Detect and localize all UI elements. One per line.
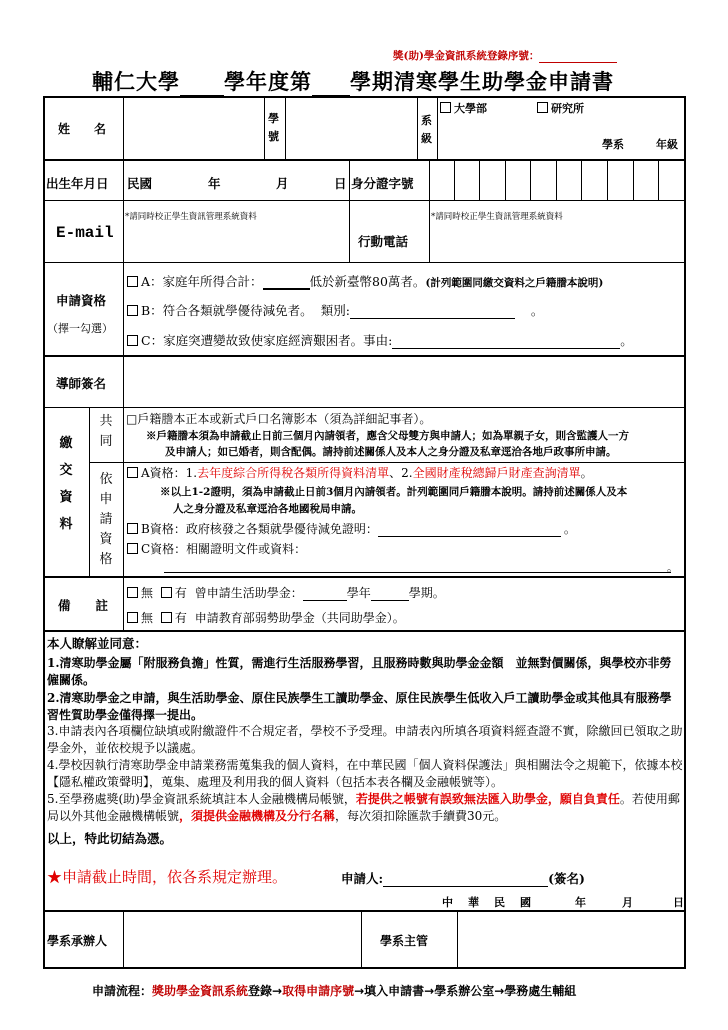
qualification-a-prefix: A資格：1.	[141, 466, 198, 480]
applicant-label: 申請人:	[341, 871, 384, 886]
title-academic-year: 學年度第	[224, 69, 312, 94]
title-form-name: 學期清寒學生助學金申請書	[350, 69, 614, 94]
living-grant-term-field[interactable]	[371, 600, 409, 601]
qualification-a-item[interactable]	[127, 464, 593, 481]
date-roc-label: 中 華 民 國	[442, 896, 533, 909]
qualification-b-item[interactable]	[127, 520, 576, 537]
documents-label	[56, 430, 76, 538]
qualification-b-field[interactable]	[378, 536, 561, 537]
property-tax-list-text: 全國財產稅總歸戶財產查詢清單	[412, 466, 581, 480]
email-field[interactable]	[124, 222, 348, 262]
living-grant-text: 曾申請生活助學金：	[194, 586, 303, 600]
mobile-label: 行動電話	[358, 234, 409, 249]
item5-text-b: 。若使用郵局以外其他金融機構帳號	[47, 792, 680, 823]
item5-red-warning-1: 若提供之帳號有誤致無法匯入助學金，願自負責任	[355, 792, 620, 806]
border-bottom	[43, 967, 686, 969]
grad-checkbox[interactable]	[537, 102, 548, 113]
remarks-2-has-checkbox[interactable]	[161, 612, 172, 623]
date-month-label: 月	[622, 896, 633, 909]
qualification-docs-char: 請	[99, 512, 113, 527]
common-docs-char: 同	[99, 434, 113, 449]
qualification-a-note-2: 人之身分證及私章逕洽各地國稅局申請。	[173, 503, 362, 515]
name-label: 姓 名	[58, 122, 107, 136]
dept-handler-label: 學系承辦人	[47, 934, 108, 948]
row-divider	[43, 407, 686, 408]
qualification-c-item[interactable]	[127, 540, 306, 557]
option-b-category-field[interactable]	[350, 318, 515, 319]
qualification-b-end: 。	[563, 522, 576, 536]
qualification-c-text: C資格：相關證明文件或資料：	[141, 542, 307, 556]
agreement-item-1: 1.清寒助學金屬「附服務負擔」性質，需進行生活服務學習，且服務時數與助學金金額 並無對價關係，與學校亦非勞僱關係。	[47, 656, 672, 687]
qualification-docs-char: 格	[99, 552, 113, 567]
dept-suffix: 學系	[602, 138, 624, 151]
qualification-docs-label	[96, 470, 116, 570]
grad-option[interactable]	[537, 100, 584, 116]
mobile-note: *請同時校正學生資訊管理系統資料	[431, 212, 563, 222]
qualification-b-checkbox[interactable]	[127, 523, 138, 534]
qualification-docs-char: 申	[99, 492, 113, 507]
col-divider	[349, 159, 350, 262]
day-label: 日	[334, 176, 347, 191]
undergrad-label: 大學部	[454, 102, 487, 115]
row-divider	[43, 262, 686, 263]
applicant-signature	[341, 869, 585, 887]
documents-label-char: 交	[59, 463, 73, 478]
row-divider	[43, 200, 686, 201]
email-label: E-mail	[56, 224, 114, 242]
remarks-line-1	[127, 584, 445, 601]
remarks-line-2	[127, 609, 405, 626]
dept-head-field[interactable]	[458, 912, 684, 967]
common-docs-label	[96, 412, 116, 452]
option-c-text: C：家庭突遭變故致使家庭經濟艱困者。事由:	[141, 333, 393, 348]
month-label: 月	[276, 176, 289, 191]
dept-handler-field[interactable]	[124, 912, 360, 967]
option-b-checkbox[interactable]	[127, 305, 138, 316]
mobile-field[interactable]	[430, 222, 684, 262]
serial-number-label	[393, 48, 617, 63]
serial-number-text: 獎(助)學金資訊系統登錄序號：	[393, 50, 540, 62]
remarks-2-none-label: 無	[141, 611, 154, 625]
living-grant-year-label: 學年	[346, 586, 371, 600]
moe-grant-text: 申請教育部弱勢助學金（共同助學金）。	[194, 611, 405, 625]
option-b-end: 。	[530, 303, 544, 318]
dept-head-label: 學系主管	[380, 934, 429, 948]
closing-statement: 以上，特此切結為憑。	[47, 831, 173, 846]
eligibility-label: 申請資格	[56, 293, 107, 308]
grad-label: 研究所	[551, 102, 584, 115]
col-divider	[264, 96, 265, 159]
item5-red-warning-2: ，須提供金融機構及分行名稱	[179, 809, 336, 823]
col-divider	[437, 96, 438, 159]
documents-label-char: 料	[59, 517, 73, 532]
page-title	[92, 66, 614, 96]
option-c-end: 。	[620, 333, 633, 348]
option-c-checkbox[interactable]	[127, 335, 138, 346]
undergrad-option[interactable]	[440, 100, 487, 116]
process-step-serial: 取得申請序號	[282, 984, 355, 998]
id-number-field[interactable]	[430, 161, 684, 200]
title-university: 輔仁大學	[92, 69, 180, 94]
birth-date-field[interactable]	[160, 161, 345, 200]
process-remaining-steps: →填入申請書→學系辦公室→學務處生輔組	[354, 984, 577, 998]
application-process	[92, 982, 576, 999]
item5-text-a: 5.至學務處獎(助)學金資訊系統填註本人金融機構局帳號，	[47, 792, 356, 806]
living-grant-year-field[interactable]	[303, 600, 347, 601]
year-label: 年	[208, 176, 221, 191]
remarks-1-none-label: 無	[141, 586, 154, 600]
household-register-note-2: 及申請人；如已婚者，則含配偶。請持前述關係人及本人之身分證及私章逕洽各地戶政事所申請。	[165, 446, 617, 458]
dept-label-1: 系	[421, 114, 432, 127]
item5-text-c: ，每次須扣除匯款手續費30元。	[335, 809, 507, 823]
common-docs-char: 共	[99, 414, 113, 429]
name-field[interactable]	[124, 97, 264, 159]
household-register-note-1: ※戶籍謄本須為申請截止日前三個月內請領者，應含父母雙方與申請人；如為單親子女，則含監護人一方	[146, 430, 629, 442]
living-grant-term-label: 學期。	[408, 586, 445, 600]
family-income-field[interactable]	[263, 288, 310, 290]
option-a-note: (計列範圍同繳交資料之戶籍謄本說明)	[425, 277, 604, 289]
agreement-item-4: 4.學校因執行清寒助學金申請業務需蒐集我的個人資料，在中華民國「個人資料保護法」與相關法令之規範下，依據本校【隱私權政策聲明】，蒐集、處理及利用我的個人資料（包括本表各欄及金融帳號等）。	[47, 758, 683, 789]
option-b-text: B：符合各類就學優待減免者。	[141, 303, 313, 318]
signature-label: (簽名)	[548, 871, 585, 886]
option-b-category-label: 類別:	[320, 303, 350, 318]
grade-suffix: 年級	[656, 138, 678, 151]
eligibility-option-a[interactable]	[127, 272, 603, 290]
qualification-docs-char: 依	[99, 472, 113, 487]
roc-label: 民國	[127, 176, 153, 191]
qualification-a-end: 。	[580, 466, 593, 480]
option-c-reason-field[interactable]	[392, 348, 620, 349]
birth-date-label: 出生年月日	[46, 176, 109, 191]
process-step-system[interactable]: 獎助學金資訊系統	[152, 984, 249, 998]
qualification-c-checkbox[interactable]	[127, 543, 138, 554]
qualification-docs-char: 資	[99, 532, 113, 547]
col-divider	[89, 407, 90, 576]
serial-number-field[interactable]	[539, 62, 617, 63]
qualification-a-checkbox[interactable]	[127, 467, 138, 478]
advisor-signature-label: 導師簽名	[56, 376, 107, 391]
process-prefix: 申請流程：	[92, 984, 153, 998]
eligibility-sublabel: （擇一勾選）	[47, 322, 113, 335]
eligibility-option-b[interactable]	[127, 301, 543, 319]
remarks-2-none-checkbox[interactable]	[127, 612, 138, 623]
undergrad-checkbox[interactable]	[440, 102, 451, 113]
col-divider	[417, 96, 418, 159]
remarks-1-none-checkbox[interactable]	[127, 587, 138, 598]
row-divider	[89, 462, 686, 463]
deadline-notice: ★申請截止時間，依各系規定辦理。	[47, 868, 288, 886]
household-register-item[interactable]: □戶籍謄本正本或新式戶口名簿影本（須為詳細記事者）。	[126, 412, 432, 426]
qualification-a-mid: 、2.	[389, 466, 413, 480]
id-number-label: 身分證字號	[351, 176, 414, 191]
dept-label-2: 級	[421, 132, 432, 145]
applicant-signature-field[interactable]	[383, 886, 548, 887]
qualification-a-note-1: ※以上1-2證明，須為申請截止日前3個月內請領者。計列範圍同戶籍謄本說明。請持前述關係人及本	[160, 486, 628, 498]
row-divider	[43, 576, 686, 578]
email-note: *請同時校正學生資訊管理系統資料	[125, 212, 257, 222]
student-id-label-1: 學	[268, 112, 279, 125]
agreement-item-3: 3.申請表內各項欄位缺填或附繳證件不合規定者，學校不予受理。申請表內所填各項資料經查證不實，除繳回已領取之助學金外，並依校規予以議處。	[47, 724, 683, 755]
qualification-c-end: 。	[667, 561, 678, 574]
agreement-item-2: 2.清寒助學金之申請，與生活助學金、原住民族學生工讀助學金、原住民族學生低收入戶工讀助學金或其他具有服務學習性質助學金僅得擇一提出。	[47, 691, 672, 722]
date-day-label: 日	[673, 896, 684, 909]
border-left	[43, 96, 45, 969]
process-step-register: 登錄→	[248, 984, 283, 998]
remarks-2-has-label: 有	[174, 611, 187, 625]
documents-label-char: 繳	[59, 436, 73, 451]
student-id-label-2: 號	[268, 130, 279, 143]
remarks-label: 備 註	[58, 598, 109, 613]
row-divider	[43, 630, 686, 632]
advisor-signature-field[interactable]	[124, 357, 684, 407]
eligibility-option-c[interactable]	[127, 331, 633, 349]
documents-label-char: 資	[59, 490, 73, 505]
income-tax-list-text: 去年度綜合所得稅各類所得資料清單	[197, 466, 390, 480]
option-a-checkbox[interactable]	[127, 276, 138, 287]
agreement-heading: 本人瞭解並同意：	[47, 636, 148, 651]
agreement-item-5	[47, 791, 683, 825]
student-id-field[interactable]	[286, 97, 417, 159]
remarks-1-has-checkbox[interactable]	[161, 587, 172, 598]
remarks-1-has-label: 有	[174, 586, 187, 600]
date-year-label: 年	[575, 896, 586, 909]
qualification-b-text: B資格：政府核發之各類就學優待減免證明：	[141, 522, 378, 536]
option-a-suffix: 低於新臺幣80萬者。	[309, 274, 426, 289]
qualification-c-field[interactable]	[164, 572, 671, 573]
col-divider	[361, 910, 362, 968]
border-right	[684, 96, 686, 969]
option-a-text: A：家庭年所得合計：	[141, 274, 263, 289]
